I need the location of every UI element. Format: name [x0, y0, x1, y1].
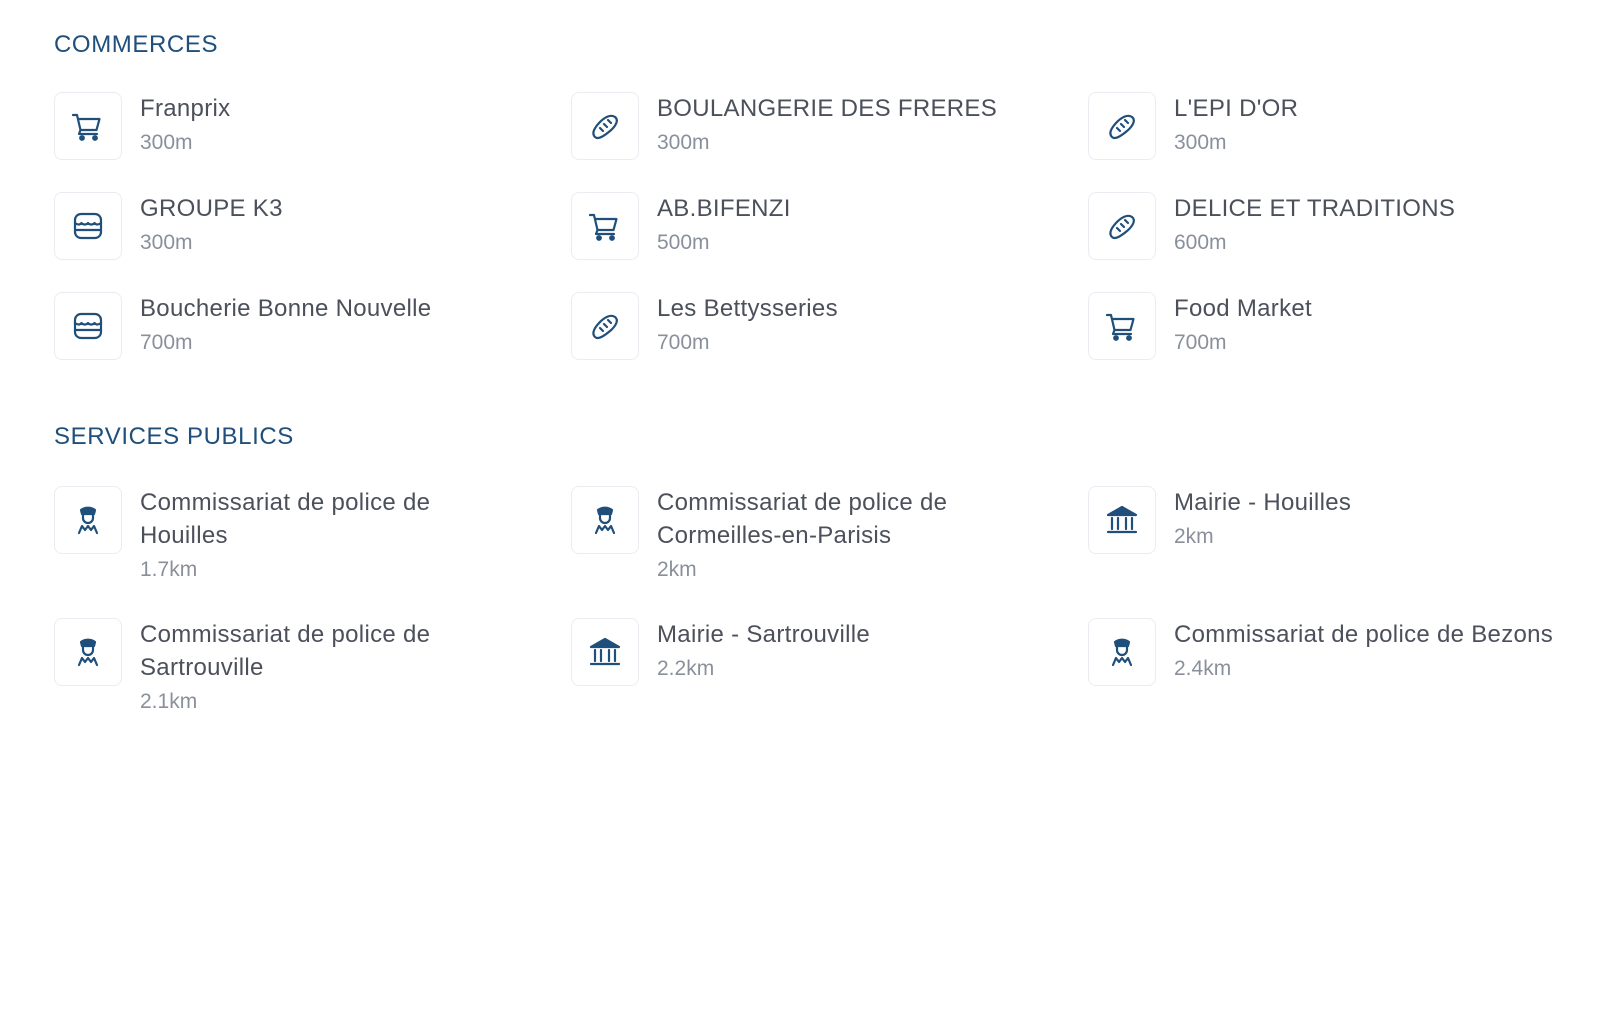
services-publics-list	[54, 486, 1574, 718]
place-name: Commissariat de police de Bezons	[1174, 621, 1554, 648]
place-distance: 600m	[1174, 231, 1227, 254]
list-item[interactable]	[1088, 192, 1574, 260]
list-item[interactable]	[1088, 92, 1574, 160]
bread-icon	[571, 292, 639, 360]
shop-icon	[54, 292, 122, 360]
place-name: L'EPI D'OR	[1174, 95, 1299, 122]
cart-icon	[1088, 292, 1156, 360]
bread-icon	[571, 92, 639, 160]
list-item[interactable]	[571, 92, 1088, 160]
place-distance: 700m	[140, 331, 193, 354]
place-distance: 700m	[1174, 331, 1227, 354]
list-item[interactable]	[54, 292, 571, 360]
place-distance: 300m	[140, 231, 193, 254]
place-name: DELICE ET TRADITIONS	[1174, 195, 1456, 222]
place-distance: 300m	[1174, 131, 1227, 154]
place-name: Mairie - Sartrouville	[657, 621, 871, 648]
place-name: Commissariat de police de Sartrouville	[140, 621, 431, 681]
section-title-commerces: COMMERCES	[54, 31, 219, 58]
place-distance: 2.4km	[1174, 657, 1232, 680]
list-item[interactable]	[571, 486, 1088, 586]
place-name: Commissariat de police de Houilles	[140, 489, 431, 549]
place-name: Mairie - Houilles	[1174, 489, 1352, 516]
commerces-list	[54, 92, 1574, 360]
list-item[interactable]	[1088, 486, 1574, 586]
list-item[interactable]	[571, 192, 1088, 260]
town-hall-icon	[1088, 486, 1156, 554]
list-item[interactable]	[571, 292, 1088, 360]
place-distance: 2km	[657, 558, 697, 581]
list-item[interactable]	[54, 618, 571, 718]
police-icon	[1088, 618, 1156, 686]
place-name: Les Bettysseries	[657, 295, 838, 322]
town-hall-icon	[571, 618, 639, 686]
place-distance: 2km	[1174, 525, 1214, 548]
section-title-services-publics: SERVICES PUBLICS	[54, 423, 294, 450]
place-distance: 2.1km	[140, 690, 198, 713]
place-distance: 300m	[657, 131, 710, 154]
police-icon	[54, 486, 122, 554]
list-item[interactable]	[571, 618, 1088, 718]
list-item[interactable]	[1088, 292, 1574, 360]
cart-icon	[571, 192, 639, 260]
list-item[interactable]	[54, 486, 571, 586]
list-item[interactable]	[54, 192, 571, 260]
place-distance: 500m	[657, 231, 710, 254]
place-name: GROUPE K3	[140, 195, 283, 222]
place-name: BOULANGERIE DES FRERES	[657, 95, 998, 122]
cart-icon	[54, 92, 122, 160]
police-icon	[571, 486, 639, 554]
list-item[interactable]	[1088, 618, 1574, 718]
place-name: Commissariat de police de Cormeilles-en-Parisis	[657, 489, 948, 549]
place-name: Boucherie Bonne Nouvelle	[140, 295, 432, 322]
place-distance: 700m	[657, 331, 710, 354]
shop-icon	[54, 192, 122, 260]
place-name: Franprix	[140, 95, 231, 122]
place-name: AB.BIFENZI	[657, 195, 791, 222]
bread-icon	[1088, 192, 1156, 260]
place-name: Food Market	[1174, 295, 1313, 322]
place-distance: 300m	[140, 131, 193, 154]
police-icon	[54, 618, 122, 686]
list-item[interactable]	[54, 92, 571, 160]
place-distance: 1.7km	[140, 558, 198, 581]
place-distance: 2.2km	[657, 657, 715, 680]
bread-icon	[1088, 92, 1156, 160]
